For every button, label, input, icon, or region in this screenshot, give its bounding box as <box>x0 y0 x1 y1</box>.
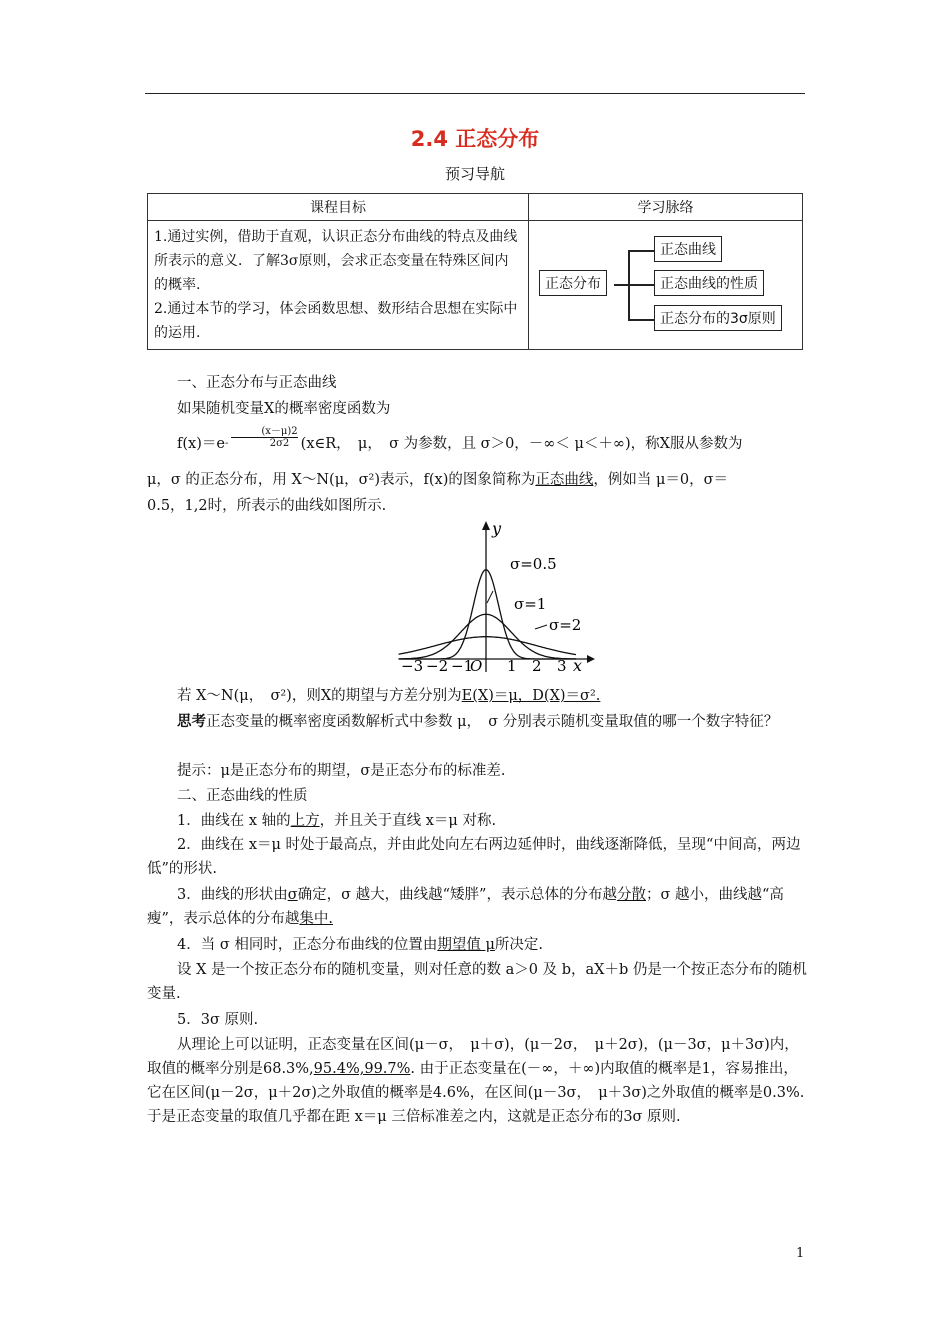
formula-lhs: f(x)＝e <box>177 436 225 452</box>
page-title: 2.4 正态分布 <box>410 127 540 151</box>
preview-table <box>147 193 803 350</box>
tick-labels <box>401 657 567 675</box>
underlined-answer: 95.4%,99.7% <box>313 1061 411 1077</box>
tree-child-properties: 正态曲线的性质 <box>654 270 764 296</box>
page-number: 1 <box>796 1246 805 1261</box>
property-text: 确定，σ 越大，曲线越“矮胖”，表示总体的分布越 <box>297 887 617 903</box>
curve-σ=2 <box>399 637 577 655</box>
expectation-line <box>147 684 807 708</box>
definition-line-2 <box>147 468 807 492</box>
definition-line-3: 0.5，1,2时，所表示的曲线如图所示. <box>147 498 387 514</box>
think-label: 思考 <box>177 713 206 730</box>
property-5: 5．3σ 原则. <box>177 1012 259 1028</box>
tree-connector <box>614 284 628 286</box>
exponent-denominator: 2σ2 <box>269 438 290 449</box>
origin-label: O <box>470 657 483 675</box>
linear-transform-note: 设 X 是一个按正态分布的随机变量，则对任意的数 a＞0 及 b，aX＋b 仍是一个按正态分布的随机变量. <box>147 962 807 1002</box>
leader-line-sigma-1 <box>487 591 493 603</box>
y-axis-label: y <box>492 519 502 538</box>
tree-root: 正态分布 <box>539 270 607 296</box>
term-normal-curve: 正态曲线 <box>535 472 594 488</box>
series-label-sigma-2: σ=2 <box>549 616 582 634</box>
underlined-answer: 分散 <box>616 887 646 903</box>
tree-child-3sigma: 正态分布的3σ原则 <box>654 305 782 331</box>
property-text: ，并且关于直线 x＝μ 对称. <box>319 813 497 829</box>
series-label-sigma-0.5: σ=0.5 <box>510 555 557 573</box>
tree-connector <box>628 250 654 252</box>
x-tick-label: 3 <box>557 657 567 675</box>
property-text: 4．当 σ 相同时，正态分布曲线的位置由 <box>177 937 438 953</box>
outline-cell <box>529 221 803 350</box>
x-tick-label: 1 <box>507 657 517 675</box>
property-text: 所决定. <box>494 937 543 953</box>
exponent-numerator: (x－μ)2 <box>231 426 297 438</box>
concept-tree <box>529 221 802 349</box>
paragraph-text: . 由于正态变量在(－∞，＋∞)内取值的概率是1，容易推出，它在区间(μ－2σ，μ＋2σ)之外取值的概率是4.6%，在区间(μ－3σ， μ＋3σ)之外取值的概率是0.3%. 于是正态变量的取值几乎都在距 x＝μ 三倍标准差之内，这就是正态分布的3σ 原则. <box>147 1061 805 1125</box>
expectation-formula: E(X)＝μ，D(X)＝σ². <box>461 688 601 704</box>
tree-child-curve: 正态曲线 <box>654 236 722 262</box>
series-label-sigma-1: σ=1 <box>514 595 547 613</box>
paragraph-text: 从理论上可以证明，正态变量在区间(μ－σ， μ＋σ)，(μ－2σ， μ＋2σ)，(μ－3σ，μ＋3σ)内，取值的概率分别是68.3%, <box>147 1037 799 1077</box>
section1-heading: 一、正态分布与正态曲线 <box>177 375 337 391</box>
x-tick-label: −1 <box>451 657 474 675</box>
goal-2: 2.通过本节的学习，体会函数思想、数形结合思想在实际中的运用. <box>154 301 518 341</box>
property-text: ；σ 越小，曲线越“高瘦”，表示总体的分布越 <box>147 887 784 927</box>
property-4 <box>147 933 807 957</box>
formula-rest: (x∈R， μ， σ 为参数，且 σ＞0，－∞＜ μ＜＋∞)，称X服从参数为 <box>300 436 743 452</box>
col-header-outline: 学习脉络 <box>529 194 803 221</box>
page-subtitle: 预习导航 <box>444 165 505 183</box>
top-rule <box>145 93 805 94</box>
think-text: 正态变量的概率密度函数解析式中参数 μ， σ 分别表示随机变量取值的哪一个数字特征？ <box>206 714 779 730</box>
definition-text: μ，σ 的正态分布，用 X～N(μ，σ²)表示，f(x)的图象简称为 <box>147 472 536 488</box>
underlined-answer: 集中. <box>299 911 334 927</box>
underlined-answer: 期望值 μ <box>437 937 495 953</box>
col-header-goals: 课程目标 <box>148 194 529 221</box>
formula-line: f(x)＝e- $\frac{(x-\mu)2}{2\sigma 2}$ (x∈R， μ， σ 为参数，且 σ＞0，－∞＜ μ＜＋∞)，称X服从参数为 <box>177 426 743 452</box>
definition-text: ，例如当 μ＝0，σ＝ <box>593 472 729 488</box>
x-tick-label: 2 <box>532 657 542 675</box>
hint-line: 提示：μ是正态分布的期望，σ是正态分布的标准差. <box>177 763 506 779</box>
leader-line-sigma-2 <box>535 625 547 629</box>
property-text: 1．曲线在 x 轴的 <box>177 813 291 829</box>
goal-1: 1.通过实例，借助于直观，认识正态分布曲线的特点及曲线所表示的意义．了解3σ原则，会求正态变量在特殊区间内的概率. <box>154 229 518 293</box>
exponent-fraction <box>231 426 297 449</box>
think-paragraph <box>147 710 807 734</box>
property-1 <box>147 809 807 833</box>
section2-heading: 二、正态曲线的性质 <box>177 788 308 804</box>
x-tick-label: −3 <box>401 657 424 675</box>
section1-intro: 如果随机变量X的概率密度函数为 <box>177 401 391 417</box>
property-2: 2．曲线在 x＝μ 时处于最高点，并由此处向左右两边延伸时，曲线逐渐降低，呈现“中间高，两边低”的形状. <box>147 837 801 877</box>
x-axis-arrow <box>587 655 595 663</box>
property-text: 3．曲线的形状由 <box>177 887 288 903</box>
underlined-answer: 上方 <box>290 813 320 829</box>
x-axis-label: x <box>573 656 583 675</box>
tree-connector <box>628 319 654 321</box>
tree-connector <box>628 284 654 286</box>
underlined-answer: σ <box>287 887 298 903</box>
y-axis-arrow <box>482 521 490 530</box>
three-sigma-paragraph <box>147 1033 807 1129</box>
curves-group <box>399 570 577 659</box>
x-tick-label: −2 <box>426 657 449 675</box>
property-3 <box>147 883 807 931</box>
normal-curves-figure <box>395 516 600 676</box>
expectation-text: 若 X～N(μ， σ²)，则X的期望与方差分别为 <box>177 688 462 704</box>
goals-cell <box>148 221 529 350</box>
